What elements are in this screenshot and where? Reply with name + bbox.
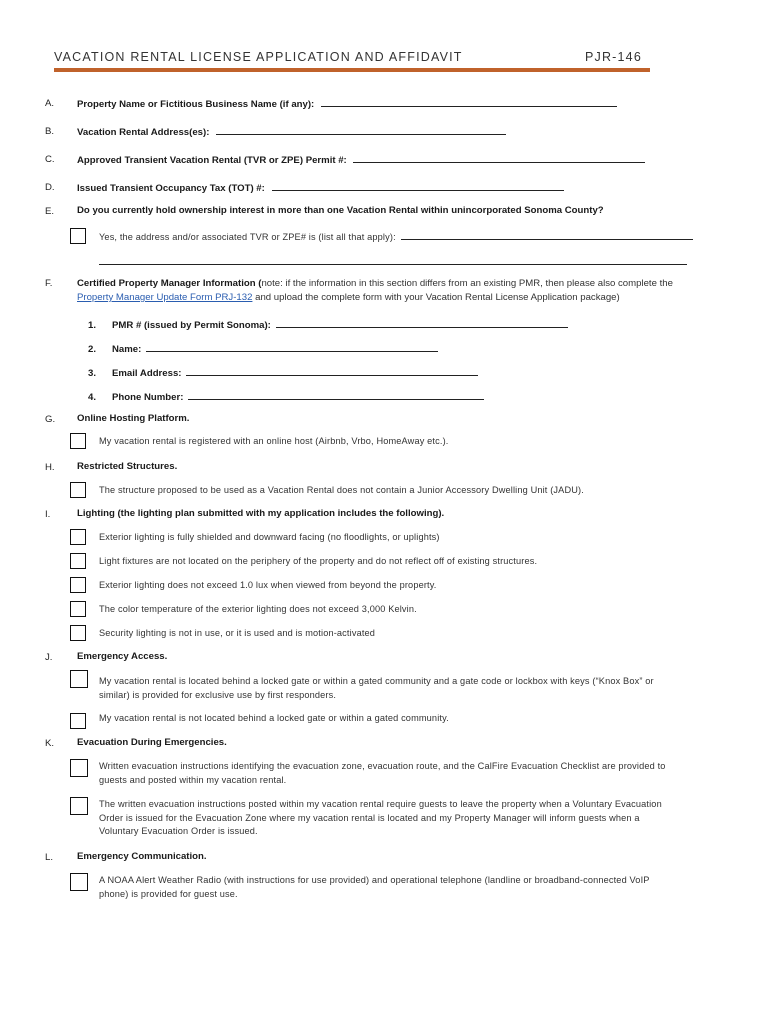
- name-row: [88, 342, 438, 355]
- pmr-number-field[interactable]: [276, 318, 568, 328]
- section-f-label: Certified Property Manager Information (: [77, 278, 262, 289]
- section-k-option-0: [99, 760, 666, 787]
- section-j-label: Emergency Access.: [77, 651, 168, 662]
- form-header: [54, 50, 650, 70]
- section-i-option: Security lighting is not in use, or it is used and is motion-activated: [99, 628, 376, 638]
- section-l-option-0: [99, 874, 650, 901]
- option-line: Order is issued for the Evacuation Zone where my vacation rental is located and my Property Manager will inform guests when a: [99, 812, 640, 823]
- section-b-label: Vacation Rental Address(es):: [77, 127, 210, 138]
- item-number: 2.: [88, 344, 97, 355]
- option-line: Written evacuation instructions identifying the evacuation zone, evacuation route, and the CalFire Evacuation Checklist are provided to: [99, 761, 666, 771]
- section-e-label: Do you currently hold ownership interest in more than one Vacation Rental within unincorporated Sonoma County?: [77, 205, 604, 216]
- property-name-field[interactable]: [321, 97, 617, 107]
- email-field[interactable]: [186, 366, 478, 376]
- option-line: The written evacuation instructions posted within my vacation rental require guests to leave the property when a Voluntary Evacuation: [99, 799, 662, 809]
- section-letter-i: I.: [45, 509, 51, 520]
- section-f-note2: and upload the complete form with your Vacation Rental License Application package): [252, 292, 620, 303]
- section-h-label: Restricted Structures.: [77, 461, 178, 472]
- item-number: 4.: [88, 392, 97, 403]
- section-f: [77, 277, 717, 305]
- section-e-option: [99, 230, 693, 245]
- phone-field[interactable]: [188, 390, 484, 400]
- checkbox-l-0[interactable]: [70, 873, 88, 891]
- checkbox-j-1[interactable]: [70, 713, 86, 729]
- section-d-label: Issued Transient Occupancy Tax (TOT) #:: [77, 183, 265, 194]
- option-line: Voluntary Evacuation Order is issued.: [99, 826, 258, 836]
- checkbox-i-4[interactable]: [70, 625, 86, 641]
- phone-row: [88, 390, 484, 403]
- email-row: [88, 366, 478, 379]
- section-letter-k: K.: [45, 738, 55, 749]
- tot-number-field[interactable]: [272, 181, 564, 191]
- checkbox-k-0[interactable]: [70, 759, 88, 777]
- name-field[interactable]: [146, 342, 438, 352]
- checkbox-e-yes[interactable]: [70, 228, 86, 244]
- item-number: 1.: [88, 320, 97, 331]
- section-c-label: Approved Transient Vacation Rental (TVR or ZPE) Permit #:: [77, 155, 347, 166]
- section-letter-c: C.: [45, 154, 55, 165]
- checkbox-g-0[interactable]: [70, 433, 86, 449]
- checkbox-i-2[interactable]: [70, 577, 86, 593]
- checkbox-i-1[interactable]: [70, 553, 86, 569]
- option-line: phone) is provided for guest use.: [99, 888, 238, 899]
- section-letter-f: F.: [45, 278, 53, 289]
- form-title: VACATION RENTAL LICENSE APPLICATION AND AFFIDAVIT: [54, 50, 463, 64]
- form-code: PJR-146: [584, 50, 642, 64]
- checkbox-i-0[interactable]: [70, 529, 86, 545]
- checkbox-k-1[interactable]: [70, 797, 88, 815]
- section-l-label: Emergency Communication.: [77, 851, 207, 862]
- option-line: My vacation rental is located behind a locked gate or within a gated community and a gate code or lockbox with keys (“Knox Box” or: [99, 676, 654, 686]
- checkbox-h-0[interactable]: [70, 482, 86, 498]
- section-a-label: Property Name or Fictitious Business Name (if any):: [77, 99, 315, 110]
- checkbox-i-3[interactable]: [70, 601, 86, 617]
- rental-address-field[interactable]: [216, 125, 506, 135]
- option-line: A NOAA Alert Weather Radio (with instructions for use provided) and operational telephone (landline or broadband-connected VoIP: [99, 875, 650, 885]
- section-f-note: note: if the information in this section differs from an existing PMR, then please also complete the: [261, 278, 673, 289]
- property-manager-update-link[interactable]: Property Manager Update Form PRJ-132: [77, 292, 253, 303]
- section-c: [77, 153, 645, 167]
- other-rentals-field-2[interactable]: [99, 255, 687, 265]
- phone-label: Phone Number:: [112, 392, 184, 403]
- name-label: Name:: [112, 344, 142, 355]
- section-i-label: Lighting (the lighting plan submitted with my application includes the following).: [77, 508, 445, 519]
- section-letter-h: H.: [45, 462, 55, 473]
- section-letter-a: A.: [45, 98, 55, 109]
- section-letter-j: J.: [45, 652, 53, 663]
- section-g-label: Online Hosting Platform.: [77, 413, 190, 424]
- section-a: [77, 97, 617, 111]
- option-line: guests and posted within my vacation rental.: [99, 774, 287, 785]
- pmr-number-label: PMR # (issued by Permit Sonoma):: [112, 320, 271, 331]
- section-i-option: Light fixtures are not located on the periphery of the property and do not reflect off of existing structures.: [99, 556, 538, 566]
- section-j-option-0: [99, 675, 654, 702]
- section-k-option-1: [99, 798, 662, 839]
- section-h-option: The structure proposed to be used as a Vacation Rental does not contain a Junior Accessory Dwelling Unit (JADU).: [99, 485, 584, 495]
- section-g-option: My vacation rental is registered with an online host (Airbnb, Vrbo, HomeAway etc.).: [99, 436, 449, 446]
- section-j-option-1: My vacation rental is not located behind a locked gate or within a gated community.: [99, 713, 449, 723]
- section-i-option: The color temperature of the exterior lighting does not exceed 3,000 Kelvin.: [99, 604, 417, 614]
- section-i-option: Exterior lighting does not exceed 1.0 lux when viewed from beyond the property.: [99, 580, 437, 590]
- section-letter-g: G.: [45, 414, 56, 425]
- email-label: Email Address:: [112, 368, 182, 379]
- pmr-number-row: [88, 318, 568, 331]
- item-number: 3.: [88, 368, 97, 379]
- section-k-label: Evacuation During Emergencies.: [77, 737, 227, 748]
- checkbox-j-0[interactable]: [70, 670, 88, 688]
- section-letter-e: E.: [45, 206, 55, 217]
- tvr-permit-field[interactable]: [353, 153, 645, 163]
- section-letter-b: B.: [45, 126, 55, 137]
- section-letter-l: L.: [45, 852, 54, 863]
- section-d: [77, 181, 564, 195]
- section-b: [77, 125, 506, 139]
- header-rule: [54, 68, 650, 72]
- section-letter-d: D.: [45, 182, 55, 193]
- section-i-option: Exterior lighting is fully shielded and downward facing (no floodlights, or uplights): [99, 532, 440, 542]
- section-e-option-text: Yes, the address and/or associated TVR or ZPE# is (list all that apply):: [99, 232, 396, 242]
- option-line: similar) is provided for exclusive use by first responders.: [99, 689, 337, 700]
- other-rentals-field[interactable]: [401, 230, 693, 240]
